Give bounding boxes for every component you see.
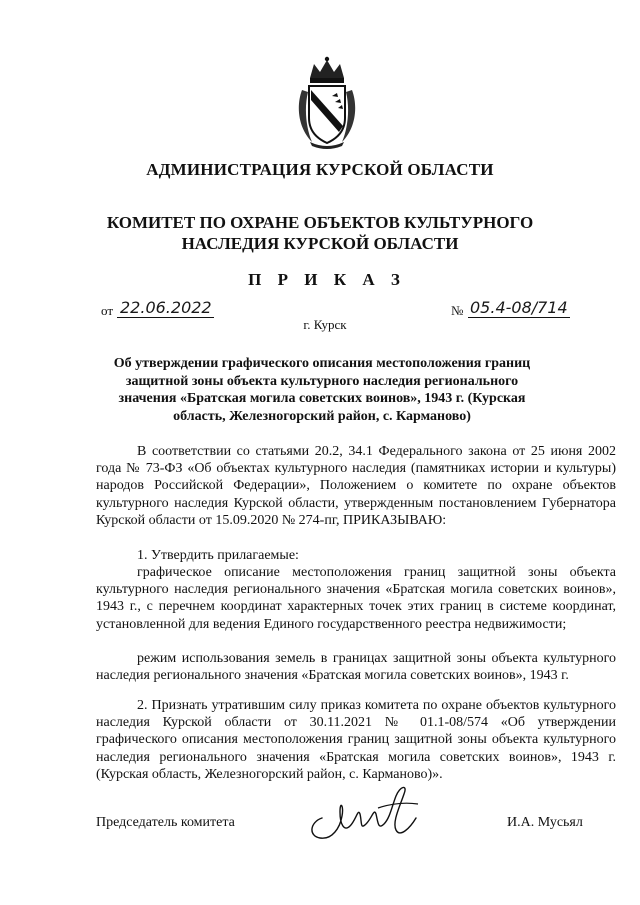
paragraph-land-use-regime — [96, 650, 616, 684]
committee-title: КОМИТЕТ ПО ОХРАНЕ ОБЪЕКТОВ КУЛЬТУРНОГО НАСЛЕДИЯ КУРСКОЙ ОБЛАСТИ — [106, 213, 534, 253]
paragraph-item-1-text: 1. Утвердить прилагаемые: — [137, 548, 299, 563]
number-label: № — [451, 303, 464, 318]
order-subject: Об утверждении графического описания местоположения границ защитной зоны объекта культурного наследия регионального значения «Братская могила советских воинов», 1943 г. (Курская область, Железногорский район, с. Карманово) — [113, 356, 531, 424]
paragraph-land-use-regime-text: режим использования земель в границах защитной зоны объекта культурного наследия регионального значения «Братская могила советских воинов», 1943 г. — [96, 651, 616, 684]
paragraph-graphic-description-text: графическое описание местоположения границ защитной зоны объекта культурного наследия регионального значения «Братская могила советских воинов», 1943 г., с перечнем координат характерных точек этих границ в системе координат, установленной для ведения Единого государственного реестра недвижимости; — [96, 565, 616, 632]
paragraph-preamble — [96, 443, 616, 529]
city-label: г. Курск — [303, 317, 347, 332]
paragraph-item-1 — [96, 547, 616, 564]
paragraph-item-2 — [96, 697, 616, 783]
coat-of-arms-emblem — [296, 56, 358, 150]
document-type: П Р И К А З — [248, 270, 406, 289]
date-label: от — [101, 303, 114, 318]
signer-position: Председатель комитета — [96, 815, 235, 830]
signer-name: И.А. Мусьял — [507, 815, 583, 830]
organization-title: АДМИНИСТРАЦИЯ КУРСКОЙ ОБЛАСТИ — [146, 160, 494, 179]
handwritten-signature — [300, 778, 430, 850]
paragraph-graphic-description — [96, 564, 616, 633]
date-value: 22.06.2022 — [117, 298, 214, 318]
paragraph-item-2-text: 2. Признать утратившим силу приказ комитета по охране объектов культурного наследия Курской области от 30.11.2021 № 01.1-08/574 «Об утверждении графического описания местоположения границ защитной зоны объекта культурного наследия регионального значения «Братская могила советских воинов», 1943 г. (Курская область, Железногорский район, с. Карманово)». — [96, 698, 616, 782]
paragraph-preamble-text: В соответствии со статьями 20.2, 34.1 Федерального закона от 25 июня 2002 года № 73-ФЗ «Об объектах культурного наследия (памятниках истории и культуры) народов Российской Федерации», Положением о комитете по охране объектов культурного наследия Курской области, утвержденным постановлением Губернатора Курской области от 15.09.2020 № 274-пг, ПРИКАЗЫВАЮ: — [96, 444, 616, 528]
number-value: 05.4-08/714 — [470, 298, 568, 317]
